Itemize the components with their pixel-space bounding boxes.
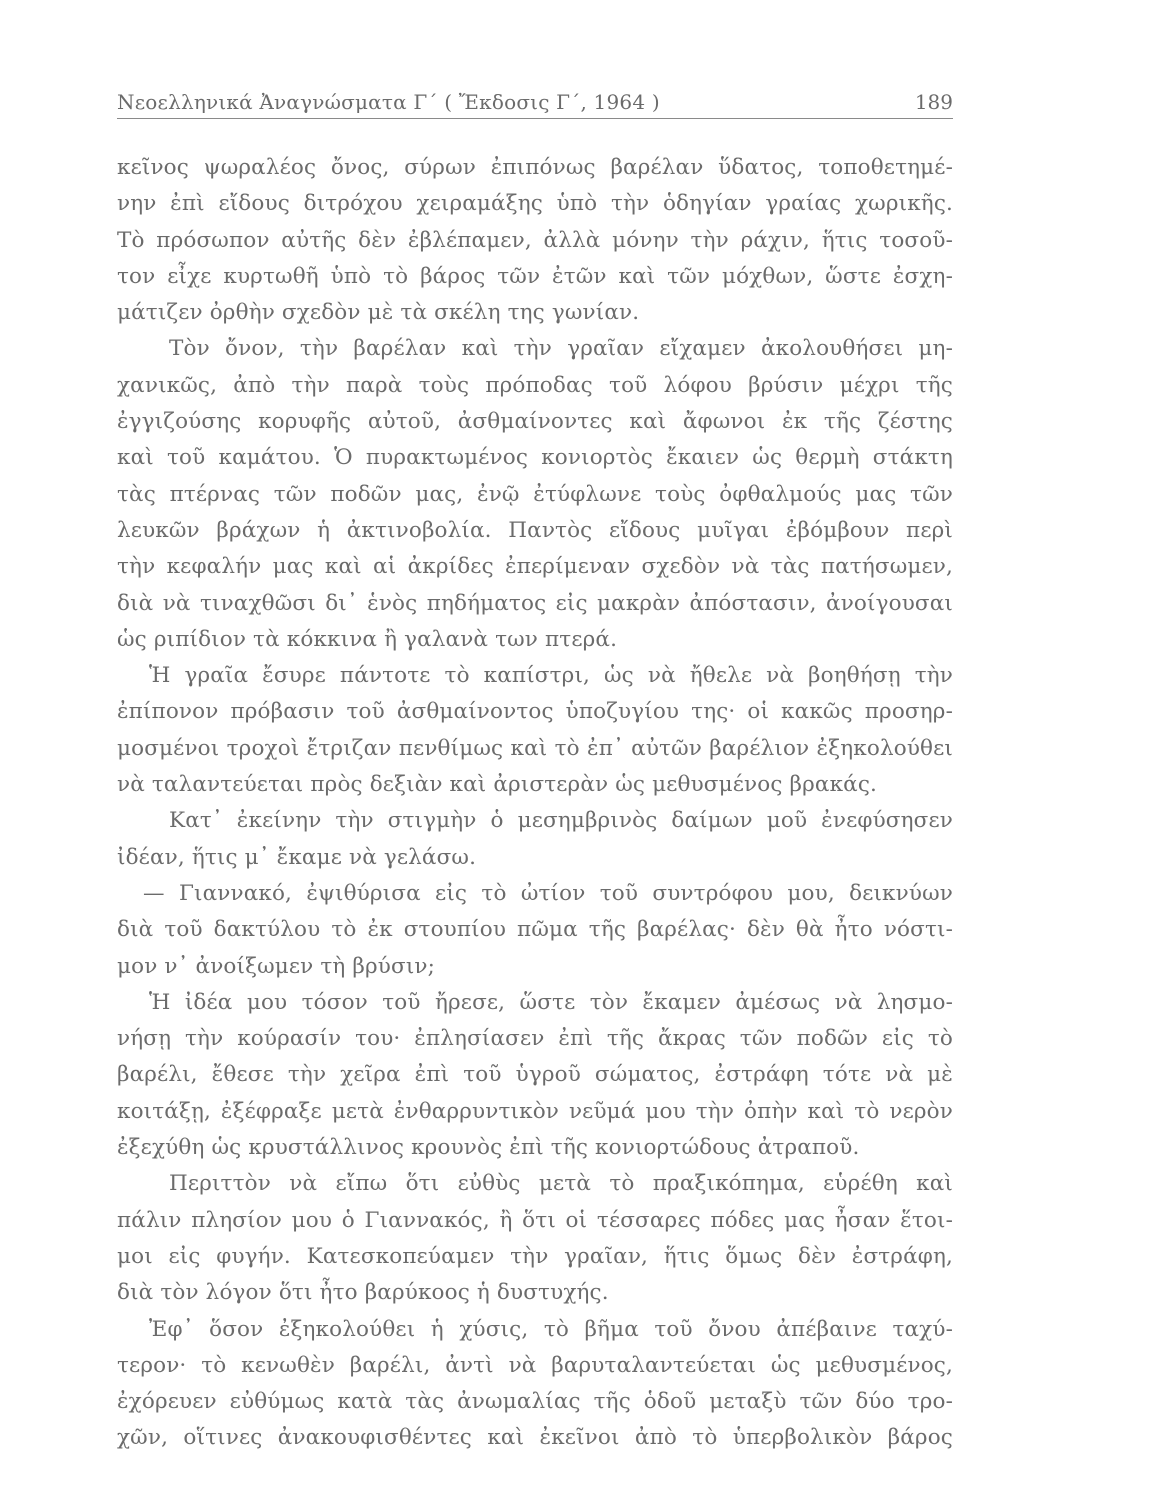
- text-line: Ἡ γραῖα ἔσυρε πάντοτε τὸ καπίστρι, ὡς νὰ ἤθελε νὰ βοηθήσῃ τὴν: [149, 663, 953, 689]
- text-line: καὶ τοῦ καμάτου. Ὁ πυρακτωμένος κονιορτὸς ἔκαιεν ὡς θερμὴ στάκτη: [117, 445, 953, 471]
- text-line: Κατ᾿ ἐκείνην τὴν στιγμὴν ὁ μεσημβρινὸς δαίμων μοῦ ἐνεφύσησεν: [169, 808, 953, 834]
- text-line: λευκῶν βράχων ἡ ἀκτινοβολία. Παντὸς εἴδους μυῖγαι ἐβόμβουν περὶ: [117, 517, 953, 543]
- text-line: Τὸ πρόσωπον αὐτῆς δὲν ἐβλέπαμεν, ἀλλὰ μόνην τὴν ράχιν, ἥτις τοσοῦ-: [117, 227, 953, 253]
- page-number: 189: [914, 90, 953, 114]
- text-line: διὰ νὰ τιναχθῶσι δι᾿ ἑνὸς πηδήματος εἰς μακρὰν ἀπόστασιν, ἀνοίγουσαι: [117, 590, 953, 616]
- text-line: Περιττὸν νὰ εἴπω ὅτι εὐθὺς μετὰ τὸ πραξικόπημα, εὑρέθη καὶ: [169, 1171, 953, 1197]
- text-line: — Γιαννακό, ἐψιθύρισα εἰς τὸ ὠτίον τοῦ συντρόφου μου, δεικνύων: [143, 880, 953, 906]
- text-line: τερον· τὸ κενωθὲν βαρέλι, ἀντὶ νὰ βαρυταλαντεύεται ὡς μεθυσμένος,: [117, 1352, 953, 1378]
- body-text: [117, 150, 953, 1457]
- header-title: Νεοελληνικά Ἀναγνώσματα Γ΄ ( Ἔκδοσις Γ΄, 1964 ): [117, 90, 660, 114]
- text-line: Ἡ ἰδέα μου τόσον τοῦ ἤρεσε, ὥστε τὸν ἔκαμεν ἀμέσως νὰ λησμο-: [149, 989, 953, 1015]
- running-header: [117, 86, 953, 119]
- text-line: τον εἶχε κυρτωθῆ ὑπὸ τὸ βάρος τῶν ἐτῶν καὶ τῶν μόχθων, ὥστε ἐσχη-: [117, 263, 953, 289]
- text-line: νὰ ταλαντεύεται πρὸς δεξιὰν καὶ ἀριστερὰν ὡς μεθυσμένος βρακάς.: [117, 772, 877, 798]
- text-line: Ἐφ᾿ ὅσον ἐξηκολούθει ἡ χύσις, τὸ βῆμα τοῦ ὄνου ἀπέβαινε ταχύ-: [149, 1316, 953, 1342]
- text-line: μοσμένοι τροχοὶ ἔτριζαν πενθίμως καὶ τὸ ἐπ᾿ αὐτῶν βαρέλιον ἐξηκολούθει: [117, 735, 953, 761]
- text-line: Τὸν ὄνον, τὴν βαρέλαν καὶ τὴν γραῖαν εἴχαμεν ἀκολουθήσει μη-: [169, 336, 953, 362]
- text-line: χῶν, οἵτινες ἀνακουφισθέντες καὶ ἐκεῖνοι ἀπὸ τὸ ὑπερβολικὸν βάρος: [117, 1425, 953, 1451]
- text-line: βαρέλι, ἔθεσε τὴν χεῖρα ἐπὶ τοῦ ὑγροῦ σώματος, ἐστράφη τότε νὰ μὲ: [117, 1062, 953, 1088]
- text-line: μον ν᾿ ἀνοίξωμεν τὴ βρύσιν;: [117, 953, 436, 979]
- text-line: ὡς ριπίδιον τὰ κόκκινα ἢ γαλανὰ των πτερά.: [117, 626, 618, 652]
- text-line: τὰς πτέρνας τῶν ποδῶν μας, ἐνῷ ἐτύφλωνε τοὺς ὀφθαλμούς μας τῶν: [117, 481, 953, 507]
- text-line: τὴν κεφαλήν μας καὶ αἱ ἀκρίδες ἐπερίμεναν σχεδὸν νὰ τὰς πατήσωμεν,: [117, 554, 953, 580]
- text-line: ἰδέαν, ἥτις μ᾿ ἔκαμε νὰ γελάσω.: [117, 844, 477, 870]
- text-line: πάλιν πλησίον μου ὁ Γιαννακός, ἢ ὅτι οἱ τέσσαρες πόδες μας ἦσαν ἕτοι-: [117, 1207, 953, 1233]
- text-line: κοιτάξῃ, ἐξέφραξε μετὰ ἐνθαρρυντικὸν νεῦμά μου τὴν ὀπὴν καὶ τὸ νερὸν: [117, 1098, 953, 1124]
- text-line: ἐγγιζούσης κορυφῆς αὐτοῦ, ἀσθμαίνοντες καὶ ἄφωνοι ἐκ τῆς ζέστης: [117, 409, 953, 435]
- text-line: νήσῃ τὴν κούρασίν του· ἐπλησίασεν ἐπὶ τῆς ἄκρας τῶν ποδῶν εἰς τὸ: [117, 1026, 953, 1052]
- text-line: διὰ τοῦ δακτύλου τὸ ἐκ στουπίου πῶμα τῆς βαρέλας· δὲν θὰ ἦτο νόστι-: [117, 917, 953, 943]
- text-line: ἐχόρευεν εὐθύμως κατὰ τὰς ἀνωμαλίας τῆς ὁδοῦ μεταξὺ τῶν δύο τρο-: [117, 1389, 953, 1415]
- text-line: χανικῶς, ἀπὸ τὴν παρὰ τοὺς πρόποδας τοῦ λόφου βρύσιν μέχρι τῆς: [117, 372, 953, 398]
- text-line: ἐξεχύθη ὡς κρυστάλλινος κρουνὸς ἐπὶ τῆς κονιορτώδους ἀτραποῦ.: [117, 1135, 860, 1161]
- text-line: νην ἐπὶ εἴδους διτρόχου χειραμάξης ὑπὸ τὴν ὁδηγίαν γραίας χωρικῆς.: [117, 191, 953, 217]
- text-line: κεῖνος ψωραλέος ὄνος, σύρων ἐπιπόνως βαρέλαν ὕδατος, τοποθετημέ-: [117, 155, 953, 180]
- text-line: μάτιζεν ὀρθὴν σχεδὸν μὲ τὰ σκέλη της γωνίαν.: [117, 300, 640, 326]
- text-line: μοι εἰς φυγήν. Κατεσκοπεύαμεν τὴν γραῖαν, ἥτις ὅμως δὲν ἐστράφη,: [117, 1243, 953, 1269]
- text-line: ἐπίπονον πρόβασιν τοῦ ἀσθμαίνοντος ὑποζυγίου της· οἱ κακῶς προσηρ-: [117, 699, 953, 725]
- text-line: διὰ τὸν λόγον ὅτι ἦτο βαρύκοος ἡ δυστυχής.: [117, 1280, 609, 1306]
